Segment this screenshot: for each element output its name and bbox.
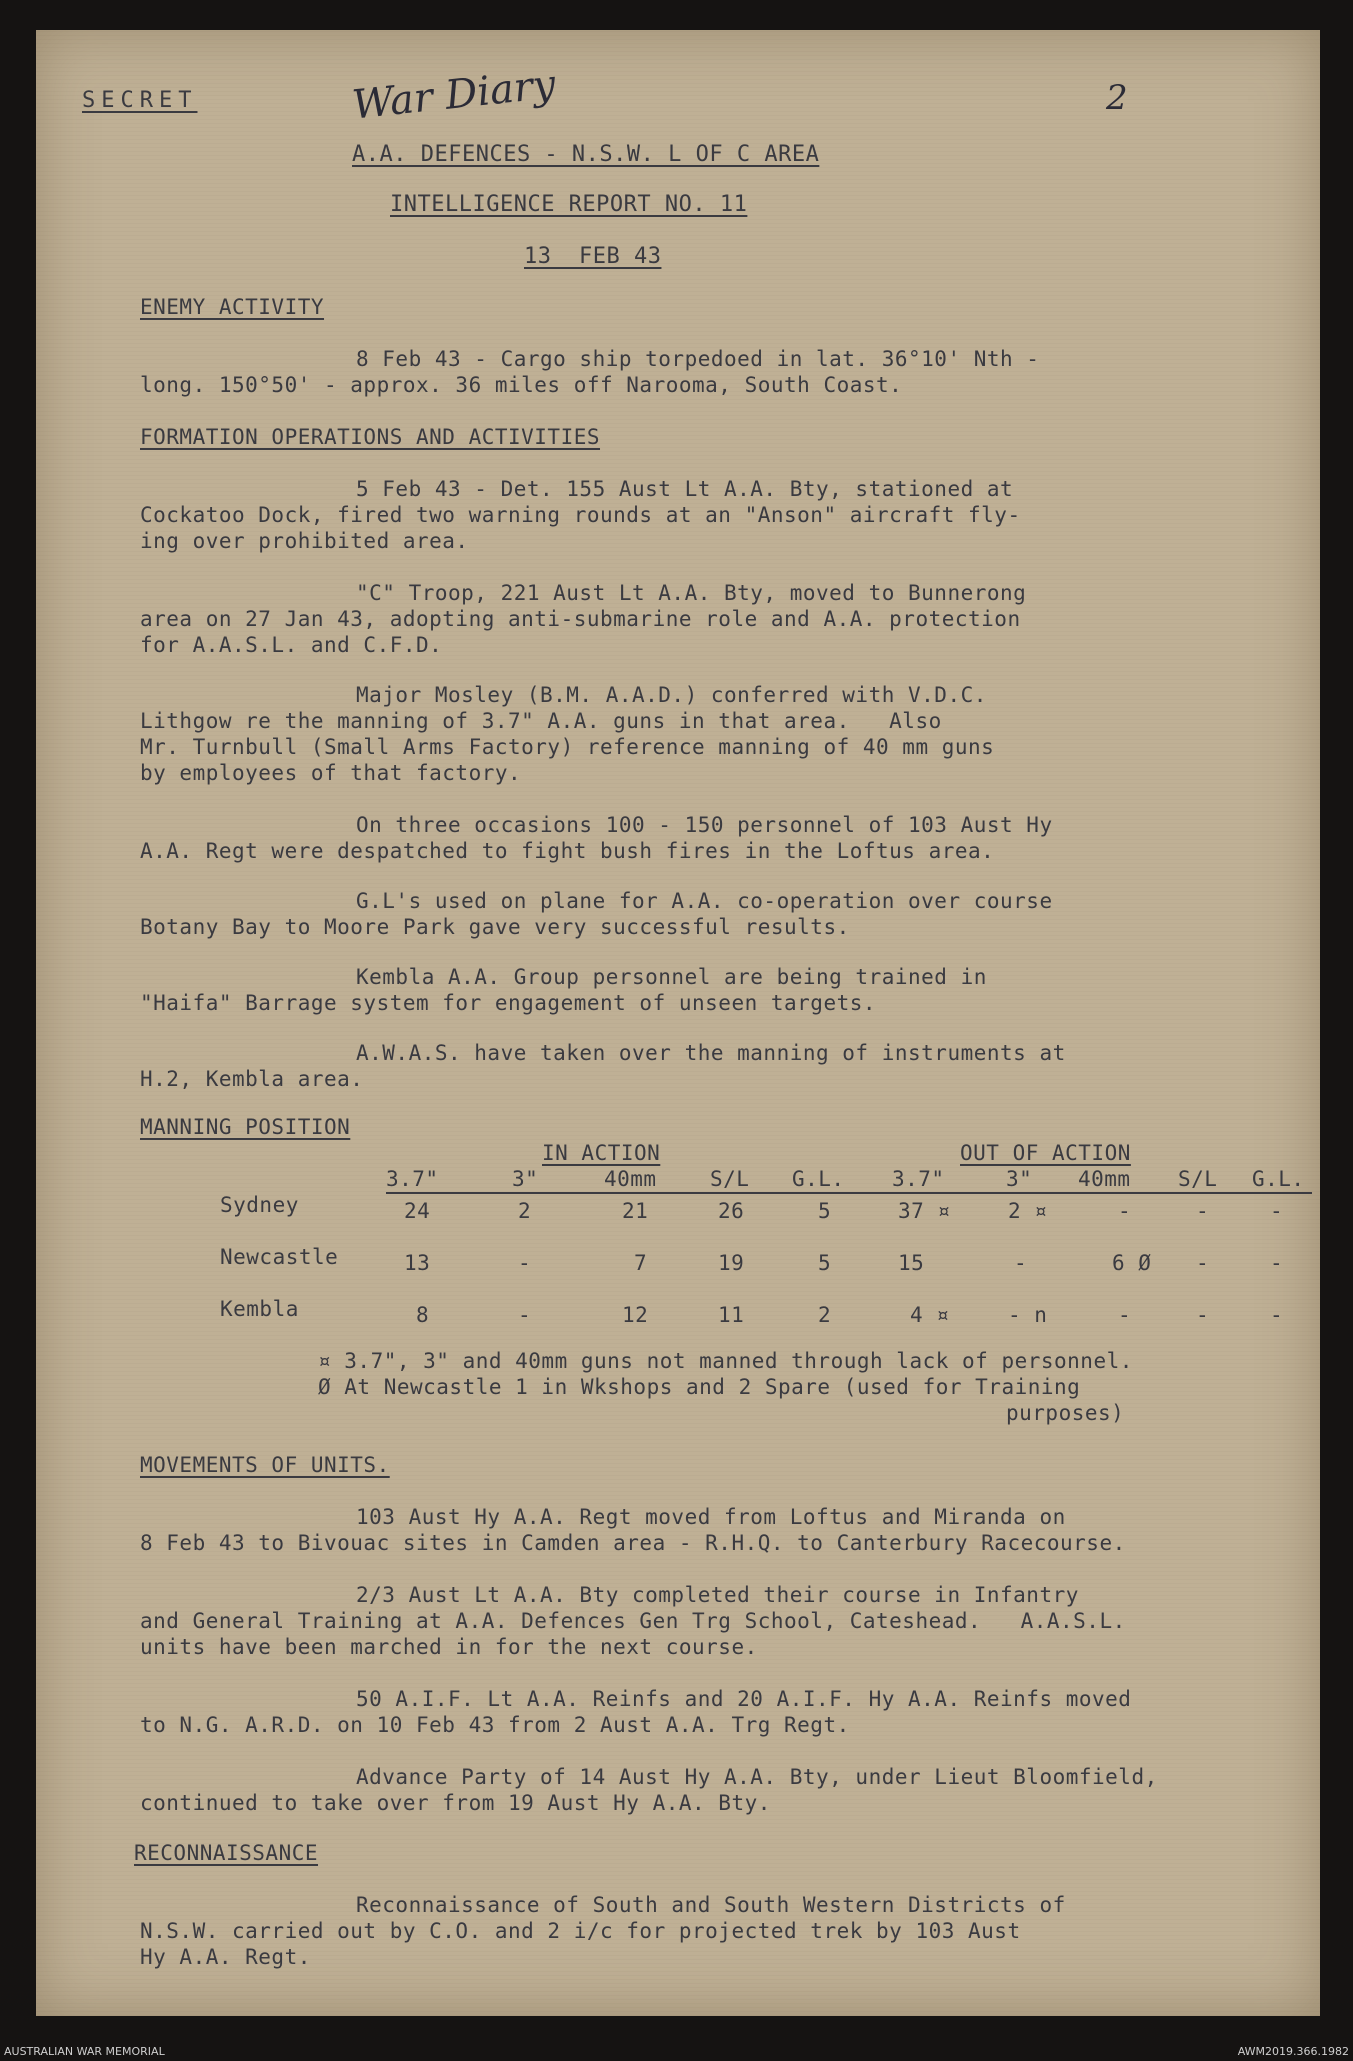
text-line: 8 Feb 43 to Bivouac sites in Camden area - R.H.Q. to Canterbury Racecourse.	[140, 1531, 1126, 1555]
text-line: for A.A.S.L. and C.F.D.	[140, 633, 443, 657]
text-line: Major Mosley (B.M. A.A.D.) conferred with V.D.C.	[356, 683, 987, 707]
text-line: 8 Feb 43 - Cargo ship torpedoed in lat. 36°10' Nth -	[356, 347, 1040, 371]
text-line: Advance Party of 14 Aust Hy A.A. Bty, under Lieut Bloomfield,	[356, 1765, 1158, 1789]
table-cell: - n	[1008, 1303, 1048, 1327]
section-heading-enemy: ENEMY ACTIVITY	[140, 295, 325, 319]
section-heading-formation: FORMATION OPERATIONS AND ACTIVITIES	[140, 425, 601, 449]
table-cell: -	[1270, 1199, 1284, 1223]
text-line: Mr. Turnbull (Small Arms Factory) reference manning of 40 mm guns	[140, 735, 995, 759]
handwritten-note: War Diary	[350, 61, 558, 129]
text-line: 50 A.I.F. Lt A.A. Reinfs and 20 A.I.F. Hy A.A. Reinfs moved	[356, 1687, 1132, 1711]
text-line: 103 Aust Hy A.A. Regt moved from Loftus and Miranda on	[356, 1505, 1066, 1529]
table-cell: 7	[634, 1251, 648, 1275]
text-line: H.2, Kembla area.	[140, 1067, 364, 1091]
text-line: long. 150°50' - approx. 36 miles off Narooma, South Coast.	[140, 373, 903, 397]
table-cell: 2	[518, 1199, 532, 1223]
column-header: G.L.	[1252, 1167, 1305, 1191]
section-heading-manning: MANNING POSITION	[140, 1115, 351, 1139]
table-cell: 12	[622, 1303, 649, 1327]
group-header-out-of-action: OUT OF ACTION	[960, 1141, 1131, 1165]
table-footnote: Ø At Newcastle 1 in Wkshops and 2 Spare (used for Training	[318, 1375, 1081, 1399]
table-cell: 2	[818, 1303, 832, 1327]
table-cell: -	[1196, 1199, 1210, 1223]
table-cell: -	[1270, 1303, 1284, 1327]
table-cell: 15	[898, 1251, 925, 1275]
report-number: INTELLIGENCE REPORT NO. 11	[390, 192, 748, 217]
table-cell: -	[1118, 1199, 1132, 1223]
classification-mark: SECRET	[82, 88, 198, 113]
table-header-rule	[386, 1192, 1312, 1194]
table-cell: -	[1270, 1251, 1284, 1275]
column-header: 40mm	[1078, 1167, 1131, 1191]
table-cell: 37 ¤	[898, 1199, 951, 1223]
table-cell: 5	[818, 1199, 832, 1223]
text-line: by employees of that factory.	[140, 761, 522, 785]
section-heading-movements: MOVEMENTS OF UNITS.	[140, 1453, 390, 1477]
text-line: A.A. Regt were despatched to fight bush fires in the Loftus area.	[140, 839, 995, 863]
table-cell: 19	[718, 1251, 745, 1275]
text-line: 5 Feb 43 - Det. 155 Aust Lt A.A. Bty, stationed at	[356, 477, 1014, 501]
section-heading-recon: RECONNAISSANCE	[134, 1841, 319, 1865]
table-cell: -	[518, 1303, 532, 1327]
column-header: 3.7"	[386, 1167, 439, 1191]
column-header: 3.7"	[892, 1167, 945, 1191]
table-row-label: Newcastle	[220, 1245, 339, 1269]
table-row-label: Kembla	[220, 1297, 299, 1321]
text-line: and General Training at A.A. Defences Gen Trg School, Cateshead. A.A.S.L.	[140, 1609, 1126, 1633]
table-cell: 13	[404, 1251, 431, 1275]
column-header: 3"	[1006, 1167, 1033, 1191]
table-cell: 6 Ø	[1112, 1251, 1152, 1275]
text-line: N.S.W. carried out by C.O. and 2 i/c for projected trek by 103 Aust	[140, 1919, 1021, 1943]
table-cell: 5	[818, 1251, 832, 1275]
column-header: 3"	[512, 1167, 539, 1191]
text-line: On three occasions 100 - 150 personnel of 103 Aust Hy	[356, 813, 1053, 837]
report-date: 13 FEB 43	[524, 244, 662, 269]
table-cell: 8	[416, 1303, 430, 1327]
text-line: 2/3 Aust Lt A.A. Bty completed their course in Infantry	[356, 1583, 1079, 1607]
table-cell: -	[1014, 1251, 1028, 1275]
text-line: continued to take over from 19 Aust Hy A.A. Bty.	[140, 1791, 771, 1815]
table-cell: -	[1196, 1303, 1210, 1327]
table-cell: 11	[718, 1303, 745, 1327]
footer-archive-name: AUSTRALIAN WAR MEMORIAL	[4, 2045, 165, 2058]
column-header: S/L	[1178, 1167, 1218, 1191]
column-header: G.L.	[792, 1167, 845, 1191]
text-line: Lithgow re the manning of 3.7" A.A. guns in that area. Also	[140, 709, 942, 733]
table-cell: -	[1196, 1251, 1210, 1275]
table-row-label: Sydney	[220, 1193, 299, 1217]
text-line: ing over prohibited area.	[140, 529, 469, 553]
footer-item-id: AWM2019.366.1982	[1237, 2045, 1349, 2058]
table-footnote: purposes)	[1006, 1401, 1125, 1425]
text-line: G.L's used on plane for A.A. co-operation over course	[356, 889, 1053, 913]
text-line: Botany Bay to Moore Park gave very successful results.	[140, 915, 850, 939]
column-header: S/L	[710, 1167, 750, 1191]
table-cell: 4 ¤	[910, 1303, 950, 1327]
group-header-in-action: IN ACTION	[542, 1141, 661, 1165]
table-cell: -	[518, 1251, 532, 1275]
text-line: units have been marched in for the next course.	[140, 1635, 758, 1659]
page-number: 2	[1106, 78, 1128, 118]
text-line: "C" Troop, 221 Aust Lt A.A. Bty, moved to Bunnerong	[356, 581, 1027, 605]
text-line: to N.G. A.R.D. on 10 Feb 43 from 2 Aust A.A. Trg Regt.	[140, 1713, 850, 1737]
table-cell: 24	[404, 1199, 431, 1223]
text-line: "Haifa" Barrage system for engagement of unseen targets.	[140, 991, 877, 1015]
text-line: A.W.A.S. have taken over the manning of instruments at	[356, 1041, 1066, 1065]
text-line: Kembla A.A. Group personnel are being trained in	[356, 965, 987, 989]
table-cell: 21	[622, 1199, 649, 1223]
text-line: area on 27 Jan 43, adopting anti-submarine role and A.A. protection	[140, 607, 1021, 631]
column-header: 40mm	[604, 1167, 657, 1191]
table-cell: 2 ¤	[1008, 1199, 1048, 1223]
table-cell: 26	[718, 1199, 745, 1223]
document-title: A.A. DEFENCES - N.S.W. L OF C AREA	[352, 142, 820, 167]
table-footnote: ¤ 3.7", 3" and 40mm guns not manned through lack of personnel.	[318, 1349, 1133, 1373]
table-cell: -	[1118, 1303, 1132, 1327]
text-line: Cockatoo Dock, fired two warning rounds at an "Anson" aircraft fly-	[140, 503, 1021, 527]
text-line: Reconnaissance of South and South Western Districts of	[356, 1893, 1066, 1917]
text-line: Hy A.A. Regt.	[140, 1945, 311, 1969]
